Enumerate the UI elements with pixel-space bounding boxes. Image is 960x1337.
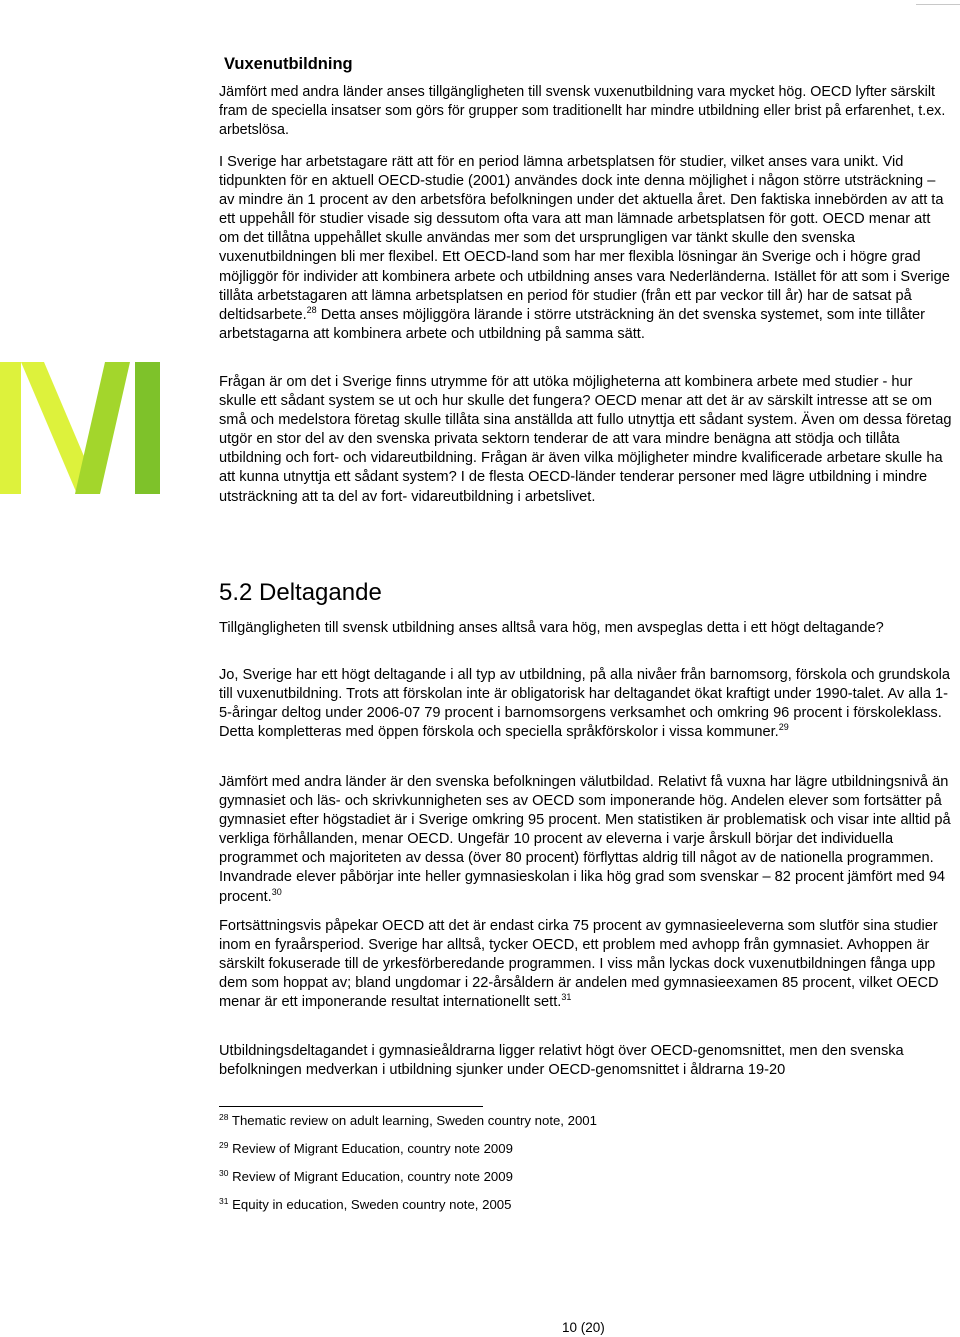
paragraph-text: Fortsättningsvis påpekar OECD att det är endast cirka 75 procent av gymnasieeleverna som slutför sina studier inom en fyraårsperiod. Sverige har alltså, tycker OECD, ett problem med avhopp från gymnasiet. Avhoppen är särskilt fokuserade till de yrkesförberedande programmen. I viss mån lyckas dock vuxenutbildningen fånga upp dem som hoppat av; bland ungdomar i 22-årsåldern är andelen med gymnasieexamen 85 procent, vilket OECD menar är ett imponerande resultat internationellt sett. (219, 918, 939, 1011)
footnote-number: 28 (219, 1112, 229, 1122)
paragraph-text: Jo, Sverige har ett högt deltagande i all typ av utbildning, på alla nivåer från barnomsorg, förskola och grundskola till vuxenutbildning. Trots att förskolan inte är obligatorisk har deltagandet ökat kraftigt under 1990-talet. Av alla 1-5-åringar deltog under 2006-07 79 procent i barnomsorgens verksamhet och omkring 96 procent i förskoleklass. Detta kompletteras med öppen förskola och speciella språkförskolor i vissa kommuner. (219, 667, 950, 741)
paragraph-upper-secondary-participation: Utbildningsdeltagandet i gymnasieåldrarna ligger relativt högt över OECD-genomsnittet, men den svenska befolkningen medverkan i utbildning sjunker under OECD-genomsnittet i åldrarna 19-20 (219, 1043, 904, 1079)
page-number: 10 (20) (562, 1320, 605, 1335)
footnote-ref: 29 (778, 722, 789, 733)
footnote-ref: 31 (561, 992, 572, 1003)
footnote-number: 30 (219, 1168, 229, 1178)
footnote-29 (219, 1141, 513, 1157)
section-heading: 5.2 Deltagande (219, 579, 382, 606)
footnote-text: Review of Migrant Education, country note 2009 (232, 1141, 513, 1156)
footnote-ref: 30 (271, 886, 282, 897)
footnote-28 (219, 1113, 597, 1129)
footnote-rule (219, 1106, 483, 1107)
logo-right-diagonal (75, 362, 130, 494)
footnote-text: Review of Migrant Education, country note 2009 (232, 1169, 513, 1184)
footnote-text: Thematic review on adult learning, Sweden country note, 2001 (231, 1113, 597, 1128)
section-title: Vuxenutbildning (224, 55, 353, 73)
paragraph-participation-question: Tillgängligheten till svensk utbildning anses alltså vara hög, men avspeglas detta i ett högt deltagande? (219, 620, 884, 636)
footnote-30 (219, 1169, 513, 1185)
paragraph-text: Detta anses möjliggöra lärande i större utsträckning än det svenska systemet, som inte tillåter arbetstagarna att kombinera arbete och utbildning på samma sätt. (219, 306, 925, 342)
paragraph-education-level (219, 773, 953, 907)
paragraph-study-leave (219, 153, 953, 344)
footnote-31 (219, 1197, 511, 1213)
paragraph-intro: Jämfört med andra länder anses tillgängligheten till svensk vuxenutbildning vara mycket hög. OECD lyfter särskilt fram de speciella insatser som görs för grupper som traditionellt har mindre utbildning eller brist på erfarenhet, t.ex. arbetslösa. (219, 84, 946, 139)
paragraph-high-participation (219, 666, 953, 742)
paragraph-combine-work-study: Frågan är om det i Sverige finns utrymme för att utöka möjligheterna att kombinera arbete med studier - hur skulle ett sådant system se ut och hur skulle det fungera? OECD menar att det är av särskilt intresse att se om små och medelstora företag skulle tillåta sina anställda att fullo utnyttja ett sådant system. Även om dessa företag utgör en stor del av den svenska privata sektorn tenderar de att vara mindre benägna att stödja och tillåta utbildning och fort- och vidareutbildning. Frågan är även vilka möjligheter mindre kvalificerade arbetare skulle ha att kunna utnyttja ett sådant system? I de flesta OECD-länder tenderar personer med lägre utbildning i mindre utsträckning att ta del av fort- vidareutbildning i arbetslivet. (219, 374, 952, 505)
footnote-number: 31 (219, 1196, 229, 1206)
paragraph-text: I Sverige har arbetstagare rätt att för en period lämna arbetsplatsen för studier, vilket anses vara unikt. Vid tidpunkten för en aktuell OECD-studie (2001) användes dock inte denna möjlighet i någon större utsträckning – av mindre än 1 procent av den arbetsföra befolkningen under det aktuella året. Den faktiska innebörden av att ta ett uppehåll för studier visade sig dessutom ofta vara att man lämnade arbetsplatsen för gott. OECD menar att om det tillåtna uppehållet skulle användas mer som det ursprungligen var tänkt skulle den svenska vuxenutbildningen bli mer flexibel. Ett OECD-land som har mer flexibla lösningar än Sverige och i högre grad möjliggör för individer att kombinera arbete och utbildning anses vara Nederländerna. Istället för att som i Sverige tillåta arbetstagaren att lämna arbetsplatsen en period för studier (från ett par veckor till år) har de satsat på deltidsarbete. (219, 154, 950, 323)
m-logo (0, 362, 160, 494)
header-rule (916, 4, 960, 5)
logo-left-stem (0, 362, 21, 494)
paragraph-text: Jämfört med andra länder är den svenska befolkningen välutbildad. Relativt få vuxna har lägre utbildningsnivå än gymnasiet och läs- och skrivkunnigheten ses av OECD som imponerande hög. Andelen elever som fortsätter på gymnasiet efter högstadiet är i Sverige omkring 95 procent. Men statistiken är problematisk och visar inte alltid på verkliga förhållanden, menar OECD. Ungefär 10 procent av eleverna i varje årskull börjar det individuella programmet och majoriteten av dessa (över 80 procent) förflyttas aldrig till något av de nationella programmen. Invandrade elever påbörjar inte heller gymnasieskolan i lika hög grad som svenskar – 82 procent jämfört med 94 procent. (219, 774, 951, 905)
footnote-number: 29 (219, 1140, 229, 1150)
footnote-text: Equity in education, Sweden country note, 2005 (232, 1197, 512, 1212)
logo-right-stem (135, 362, 160, 494)
paragraph-dropout (219, 917, 953, 1012)
footnote-ref: 28 (306, 304, 317, 315)
